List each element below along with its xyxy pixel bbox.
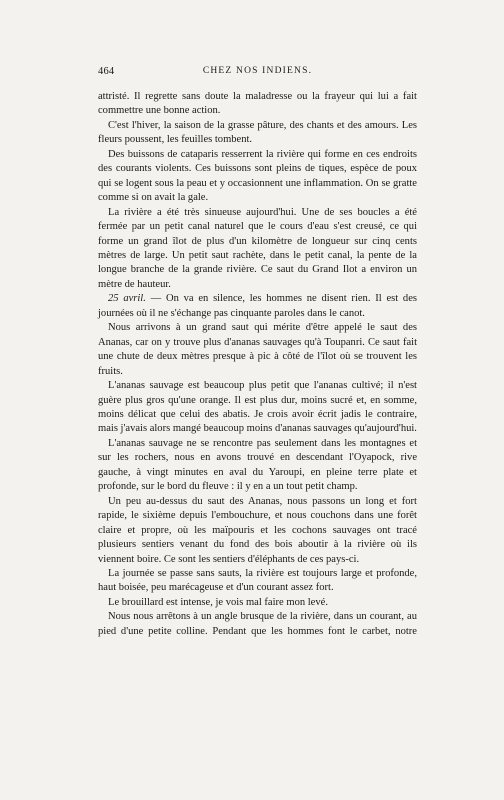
paragraph: L'ananas sauvage ne se rencontre pas seulement dans les montagnes et sur les rochers, nous en avons trouvé en descendant l'Oyapock, rive gauche, à vingt minutes en aval du Yaroupi, en pleine terre plate et profonde, sur le bord du fleuve : il y en a un tout petit champ. [98,437,417,493]
paragraph: L'ananas sauvage est beaucoup plus petit que l'ananas cultivé; il n'est guère plus gros qu'une orange. Il est plus dur, moins sucré et, en somme, moins délicat que celui des abatis. Je crois avoir écrit jadis le contraire, mais j'avais alors mangé beaucoup moins d'ananas sauvages qu'aujourd'hui. [98,380,417,435]
paragraph: Des buissons de cataparis resserrent la rivière qui forme en ces endroits des courants violents. Ces buissons sont pleins de tiques, espèce de poux qui se logent sous la peau et y occasionnent une inflammation. On se gratte comme si on avait la gale. [98,148,417,204]
paragraph: attristé. Il regrette sans doute la maladresse ou la frayeur qui lui a fait commettre une bonne action. [98,91,417,117]
paragraph: Le brouillard est intense, je vois mal faire mon levé. [108,596,328,608]
paragraph: Nous arrivons à un grand saut qui mérite d'être appelé le saut des Ananas, car on y trouve plus d'ananas sauvages qu'à Toupanri. Ce saut fait une chute de deux mètres presque à pic à côté de l'îlot où se trouvent les fruits. [98,322,417,377]
paragraph: La rivière a été très sinueuse aujourd'hui. Une de ses boucles a été fermée par un petit canal naturel que le cours d'eau s'est creusé, ce qui forme un grand îlot de plus d'un kilomètre de longueur sur cinq cents mètres de large. Un petit saut rachète, dans le petit canal, la pente de la longue branche de la grande rivière. Ce saut du Grand Ilot a environ un mètre de hauteur. [98,206,417,290]
paragraph: C'est l'hiver, la saison de la grasse pâture, des chants et des amours. Les fleurs poussent, les feuilles tombent. [98,119,417,146]
paragraph: La journée se passe sans sauts, la rivière est toujours large et profonde, haut boisée, peu marécageuse et d'un courant assez fort. [98,567,417,594]
entry-text: — On va en silence, les hommes ne disent rien. Il est des journées où il ne s'échange pas cinquante paroles dans le canot. [98,293,417,319]
running-title: CHEZ NOS INDIENS. [202,66,313,76]
page-number: 464 [98,66,115,77]
paragraph-dated-entry [98,292,417,321]
paragraph: Nous nous arrêtons à un angle brusque de la rivière, dans un courant, au pied d'une petite colline. Pendant que les hommes font le carbet, notre [98,611,417,637]
entry-date: 25 avril. [108,293,146,305]
page-header [98,66,417,80]
body-text [98,90,417,639]
paragraph: Un peu au-dessus du saut des Ananas, nous passons un long et fort rapide, le sixième depuis l'embouchure, et nous couchons dans une forêt claire et propre, où les maïpouris et les cochons sauvages ont tracé plusieurs sentiers venant du fond des bois aboutir à la rivière où ils viennent boire. Ce sont les sentiers d'éléphants de ces pays-ci. [98,495,417,565]
